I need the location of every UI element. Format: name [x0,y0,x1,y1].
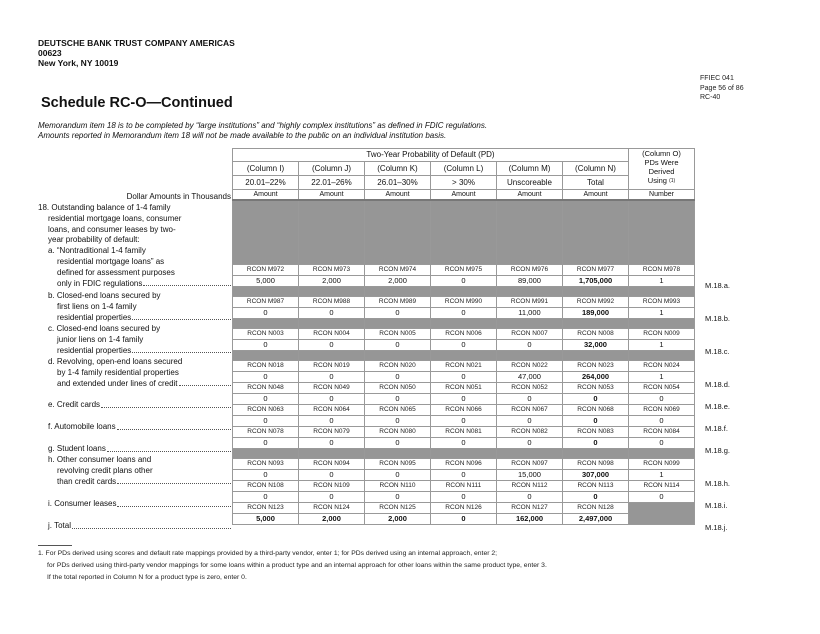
value-cell[interactable]: 2,000 [299,275,365,286]
label-item-18b: b. Closed-end loans secured by first liens on 1-4 family residential properties [38,291,231,323]
value-cell[interactable]: 0 [233,393,299,404]
code-row-a: RCON M972 RCON M973 RCON M974 RCON M975 RCON M976 RCON M977 RCON M978 [233,264,695,275]
item-code-i: M.18.i. [705,501,728,510]
column-l-header: (Column L) [431,162,497,176]
column-n-range: Total [563,176,629,190]
column-m-range: Unscoreable [497,176,563,190]
page-title: Schedule RC-O—Continued [41,95,233,111]
value-cell[interactable]: 0 [497,415,563,426]
value-cell[interactable]: 0 [365,415,431,426]
column-k-unit: Amount [365,190,431,201]
value-cell[interactable]: 0 [299,371,365,382]
method-cell[interactable]: 1 [629,307,695,318]
total-cell[interactable]: 307,000 [563,469,629,480]
value-cell[interactable]: 0 [233,307,299,318]
item-code-b: M.18.b. [705,314,731,323]
value-cell[interactable]: 0 [431,491,497,502]
value-cell[interactable]: 0 [299,437,365,448]
column-o-header: (Column O) PDs Were Derived Using $^{(1)}$ [629,149,695,190]
value-cell[interactable]: 0 [365,469,431,480]
intro-line-2: Amounts reported in Memorandum item 18 will not be made available to the public on an individual institution basis. [38,131,447,140]
intro-line-1: Memorandum item 18 is to be completed by “large institutions” and “highly complex institutions” as defined in FDIC regulations. [38,121,488,130]
code-row-g: RCON N078 RCON N079 RCON N080 RCON N081 RCON N082 RCON N083 RCON N084 [233,426,695,437]
value-cell[interactable]: 0 [233,339,299,350]
value-row-f [233,415,695,426]
method-cell[interactable]: 0 [629,491,695,502]
value-cell[interactable]: 0 [431,469,497,480]
value-cell[interactable]: 0 [497,437,563,448]
value-cell[interactable]: 0 [299,339,365,350]
value-cell[interactable]: 0 [233,437,299,448]
column-j-range: 22.01–26% [299,176,365,190]
label-item-18d: d. Revolving, open-end loans secured by 1-4 family residential properties and extended under lines of credit [38,357,231,389]
footnote [38,548,547,584]
label-item-18e: e. Credit cards [38,400,231,411]
value-cell[interactable]: 0 [299,491,365,502]
value-row-b [233,307,695,318]
value-row-e [233,393,695,404]
institution-name: DEUTSCHE BANK TRUST COMPANY AMERICAS [38,38,235,48]
code-row-e: RCON N048 RCON N049 RCON N050 RCON N051 RCON N052 RCON N053 RCON N054 [233,382,695,393]
value-cell[interactable]: 0 [497,491,563,502]
form-info [700,74,744,103]
method-cell[interactable]: 0 [629,415,695,426]
shaded-row [233,286,695,296]
label-item-18: 18. Outstanding balance of 1-4 family residential mortgage loans, consumer loans, and consumer leases by two- year probability of default: a. “Nontraditional 1-4 family residential mortgage loans” as defined for assessment purposes only in FDIC regulations [38,203,231,289]
column-l-range: > 30% [431,176,497,190]
item-code-j: M.18.j. [705,523,728,532]
dollar-amounts-label: Dollar Amounts in Thousands [126,192,231,201]
value-row-d [233,371,695,382]
value-cell[interactable]: 0 [431,275,497,286]
column-j-unit: Amount [299,190,365,201]
column-j-header: (Column J) [299,162,365,176]
method-cell[interactable]: 0 [629,437,695,448]
method-cell[interactable]: 1 [629,469,695,480]
value-row-i [233,491,695,502]
code-row-h: RCON N093 RCON N094 RCON N095 RCON N096 RCON N097 RCON N098 RCON N099 [233,458,695,469]
value-cell[interactable]: 0 [233,491,299,502]
value-cell[interactable]: 0 [431,393,497,404]
group-header: Two-Year Probability of Default (PD) [233,149,629,162]
value-cell[interactable]: 0 [431,307,497,318]
value-cell[interactable]: 47,000 [497,371,563,382]
column-m-header: (Column M) [497,162,563,176]
code-row-f: RCON N063 RCON N064 RCON N065 RCON N066 RCON N067 RCON N068 RCON N069 [233,404,695,415]
form-number: FFIEC 041 [700,75,734,82]
value-cell[interactable]: 0 [299,469,365,480]
label-item-18g: g. Student loans [38,444,231,455]
value-cell[interactable]: 5,000 [233,275,299,286]
shaded-row [233,350,695,360]
value-cell[interactable]: 0 [431,371,497,382]
value-cell[interactable]: 0 [365,491,431,502]
item-code-g: M.18.g. [705,446,731,455]
value-cell[interactable]: 0 [299,393,365,404]
value-cell[interactable]: 0 [233,415,299,426]
method-cell[interactable]: 1 [629,371,695,382]
label-item-18j: j. Total [38,521,231,532]
column-k-range: 26.01–30% [365,176,431,190]
value-cell[interactable]: 0 [365,371,431,382]
total-cell[interactable]: 189,000 [563,307,629,318]
value-cell[interactable]: 0 [365,437,431,448]
institution-id: 00623 [38,48,62,58]
total-cell[interactable]: 0 [563,415,629,426]
total-cell[interactable]: 1,705,000 [563,275,629,286]
value-row-g [233,437,695,448]
section-code: RC-40 [700,94,721,101]
total-row-cell[interactable]: 0 [431,513,497,524]
item-code-e: M.18.e. [705,402,731,411]
value-cell[interactable]: 89,000 [497,275,563,286]
code-row-b: RCON M987 RCON M988 RCON M989 RCON M990 RCON M991 RCON M992 RCON M993 [233,296,695,307]
shaded-row [233,318,695,328]
value-cell[interactable]: 0 [431,415,497,426]
column-n-header: (Column N) [563,162,629,176]
page-number: Page 56 of 86 [700,84,744,92]
value-cell[interactable]: 11,000 [497,307,563,318]
code-row-c: RCON N003 RCON N004 RCON N005 RCON N006 RCON N007 RCON N008 RCON N009 [233,328,695,339]
value-cell[interactable]: 0 [431,339,497,350]
footnote-line-2: for PDs derived using third-party vendor mappings for some loans within a product type and an internal approach for other loans within the same product type, enter 3. [47,562,547,569]
shaded-row [233,448,695,458]
footnote-divider [38,545,72,546]
pd-table [232,148,695,525]
label-item-18h: h. Other consumer loans and revolving credit plans other than credit cards [38,455,231,487]
total-row-cell[interactable]: 5,000 [233,513,299,524]
footnote-ref: (1) [669,178,676,184]
value-cell[interactable]: 0 [233,469,299,480]
total-row-cell[interactable]: 2,000 [365,513,431,524]
total-row-cell[interactable]: 162,000 [497,513,563,524]
value-cell[interactable]: 2,000 [365,275,431,286]
column-i-range: 20.01–22% [233,176,299,190]
method-cell[interactable]: 1 [629,339,695,350]
item-code-h: M.18.h. [705,479,731,488]
value-cell[interactable]: 0 [431,437,497,448]
label-item-18c: c. Closed-end loans secured by junior liens on 1-4 family residential properties [38,324,231,356]
item-code-d: M.18.d. [705,380,731,389]
value-cell[interactable]: 0 [497,339,563,350]
value-row-a [233,275,695,286]
value-cell[interactable]: 15,000 [497,469,563,480]
code-row-d: RCON N018 RCON N019 RCON N020 RCON N021 RCON N022 RCON N023 RCON N024 [233,360,695,371]
value-cell[interactable]: 0 [365,339,431,350]
total-cell[interactable]: 0 [563,437,629,448]
total-cell[interactable]: 0 [563,491,629,502]
column-i-unit: Amount [233,190,299,201]
grand-total-cell[interactable]: 2,497,000 [563,513,629,524]
method-cell[interactable]: 0 [629,393,695,404]
column-n-unit: Amount [563,190,629,201]
total-cell[interactable]: 0 [563,393,629,404]
shaded-cell [629,502,695,524]
value-cell[interactable]: 0 [365,393,431,404]
value-cell[interactable]: 0 [299,307,365,318]
shaded-row [233,200,695,264]
footnote-line-3: If the total reported in Column N for a product type is zero, enter 0. [47,574,247,581]
total-cell[interactable]: 32,000 [563,339,629,350]
label-item-18i: i. Consumer leases [38,499,231,510]
label-item-18f: f. Automobile loans [38,422,231,433]
code-row-j: RCON N123 RCON N124 RCON N125 RCON N126 RCON N127 RCON N128 [233,502,695,513]
column-m-unit: Amount [497,190,563,201]
footnote-line-1: 1. For PDs derived using scores and default rate mappings provided by a third-party vendor, enter 1; for PDs derived using an internal approach, enter 2; [38,550,498,557]
value-cell[interactable]: 0 [497,393,563,404]
item-code-c: M.18.c. [705,347,730,356]
value-cell[interactable]: 0 [299,415,365,426]
item-code-a: M.18.a. [705,281,731,290]
value-row-j [233,513,695,524]
total-row-cell[interactable]: 2,000 [299,513,365,524]
item-code-f: M.18.f. [705,424,728,433]
column-i-header: (Column I) [233,162,299,176]
code-row-i: RCON N108 RCON N109 RCON N110 RCON N111 RCON N112 RCON N113 RCON N114 [233,480,695,491]
column-k-header: (Column K) [365,162,431,176]
value-row-c [233,339,695,350]
value-cell[interactable]: 0 [365,307,431,318]
column-o-unit: Number [629,190,695,201]
institution-location: New York, NY 10019 [38,58,119,68]
column-l-unit: Amount [431,190,497,201]
value-row-h [233,469,695,480]
total-cell[interactable]: 264,000 [563,371,629,382]
institution-header [38,38,235,68]
method-cell[interactable]: 1 [629,275,695,286]
intro-note [38,121,487,141]
value-cell[interactable]: 0 [233,371,299,382]
